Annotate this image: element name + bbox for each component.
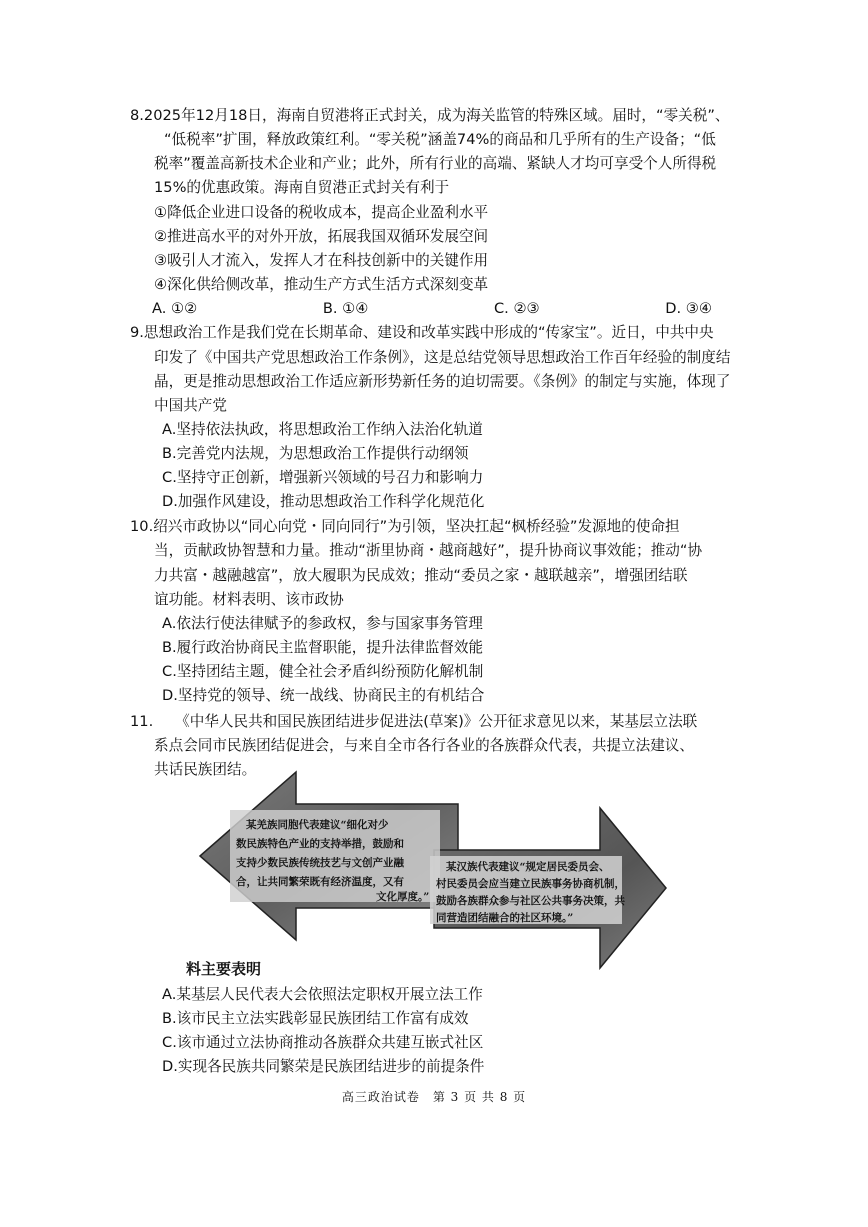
q8-option-c[interactable]: C. ②③ [493, 300, 540, 317]
q10-line-4: 谊功能。材料表明、该市政协 [154, 591, 344, 608]
left-arrow-text-1: 某羌族同胞代表建议“细化对少 [246, 819, 389, 831]
q9-line-4: 中国共产党 [154, 397, 227, 414]
q9-line-1: 9.思想政治工作是我们党在长期革命、建设和改革实践中形成的“传家宝”。近日，中共中央 [130, 324, 714, 341]
q8-option-a[interactable]: A. ①② [152, 300, 198, 317]
q10-option-d[interactable]: D.坚持党的领导、统一战线、协商民主的有机结合 [162, 687, 485, 704]
q11-line-1: 11. 《中华人民共和国民族团结进步促进法(草案)》公开征求意见以来，某基层立法联 [130, 713, 698, 730]
q9-option-a[interactable]: A.坚持依法执政，将思想政治工作纳入法治化轨道 [162, 421, 483, 438]
q10-option-b[interactable]: B.履行政治协商民主监督职能，提升法律监督效能 [162, 639, 484, 656]
q11-option-b[interactable]: B.该市民主立法实践彰显民族团结工作富有成效 [162, 1010, 469, 1027]
q8-line-1: 8.2025年12月18日，海南自贸港将正式封关，成为海关监管的特殊区域。届时，“零关税”、 [130, 107, 730, 124]
q10-line-1: 10.绍兴市政协以“同心向党・同向同行”为引领，坚决扛起“枫桥经验”发源地的使命担 [130, 518, 680, 535]
q11-option-a[interactable]: A.某基层人民代表大会依照法定职权开展立法工作 [162, 986, 483, 1003]
q10-option-a[interactable]: A.依法行使法律赋予的参政权，参与国家事务管理 [162, 615, 483, 632]
left-arrow-text-4: 合，让共同繁荣既有经济温度，又有 [236, 876, 404, 888]
q8-item-4: ④深化供给侧改革，推动生产方式生活方式深刻变革 [154, 276, 489, 293]
q9-line-3: 晶，更是推动思想政治工作适应新形势新任务的迫切需要。《条例》的制定与实施，体现了 [154, 373, 731, 390]
q8-item-3: ③吸引人才流入，发挥人才在科技创新中的关键作用 [154, 252, 489, 269]
q8-option-b[interactable]: B. ①④ [322, 300, 369, 317]
arrows-svg [196, 770, 668, 980]
right-arrow-text-4: 同营造团结融合的社区环境。” [436, 912, 574, 924]
q8-line-2: “低税率”扩围，释放政策红利。“零关税”涵盖74%的商品和几乎所有的生产设备；“低 [164, 131, 716, 148]
q9-option-c[interactable]: C.坚持守正创新，增强新兴领域的号召力和影响力 [162, 469, 484, 486]
right-arrow-text-1: 某汉族代表建议“规定居民委员会、 [446, 861, 610, 873]
q8-options [152, 299, 712, 319]
two-arrows-figure [196, 770, 668, 980]
q9-option-d[interactable]: D.加强作风建设，推动思想政治工作科学化规范化 [162, 493, 485, 510]
q10-line-2: 当，贡献政协智慧和力量。推动“浙里协商・越商越好”，提升协商议事效能；推动“协 [154, 542, 703, 559]
right-arrow-text-3: 鼓励各族群众参与社区公共事务决策，共 [436, 895, 625, 907]
q11-option-c[interactable]: C.该市通过立法协商推动各族群众共建互嵌式社区 [162, 1034, 484, 1051]
right-arrow-text-2: 村民委员会应当建立民族事务协商机制， [436, 878, 625, 890]
left-arrow-text-2: 数民族特色产业的支持举措，鼓励和 [236, 838, 404, 850]
q8-item-1: ①降低企业进口设备的税收成本，提高企业盈利水平 [154, 204, 489, 221]
q8-line-4: 15%的优惠政策。海南自贸港正式封关有利于 [154, 179, 450, 196]
q10-option-c[interactable]: C.坚持团结主题，健全社会矛盾纠纷预防化解机制 [162, 663, 484, 680]
q10-line-3: 力共富・越融越富”，放大履职为民成效；推动“委员之家・越联越亲”，增强团结联 [154, 567, 688, 584]
page-footer: 高三政治试卷 第 3 页 共 8 页 [341, 1090, 527, 1104]
q8-item-2: ②推进高水平的对外开放，拓展我国双循环发展空间 [154, 228, 489, 245]
q8-option-d[interactable]: D. ③④ [665, 300, 712, 317]
q11-option-d[interactable]: D.实现各民族共同繁荣是民族团结进步的前提条件 [162, 1058, 485, 1075]
q9-line-2: 印发了《中国共产党思想政治工作条例》，这是总结党领导思想政治工作百年经验的制度结 [154, 349, 731, 366]
q11-line-3: 共话民族团结。 [154, 761, 257, 778]
q8-line-3: 税率”覆盖高新技术企业和产业；此外，所有行业的高端、紧缺人才均可享受个人所得税 [154, 155, 717, 172]
q9-option-b[interactable]: B.完善党内法规，为思想政治工作提供行动纲领 [162, 445, 469, 462]
left-arrow-text-3: 支持少数民族传统技艺与文创产业融 [236, 857, 404, 869]
q11-stem-caption: 料主要表明 [186, 958, 267, 979]
q11-line-2: 系点会同市民族团结促进会，与来自全市各行各业的各族群众代表，共提立法建议、 [154, 737, 694, 754]
left-arrow-text-5: 文化厚度。” [376, 891, 430, 903]
